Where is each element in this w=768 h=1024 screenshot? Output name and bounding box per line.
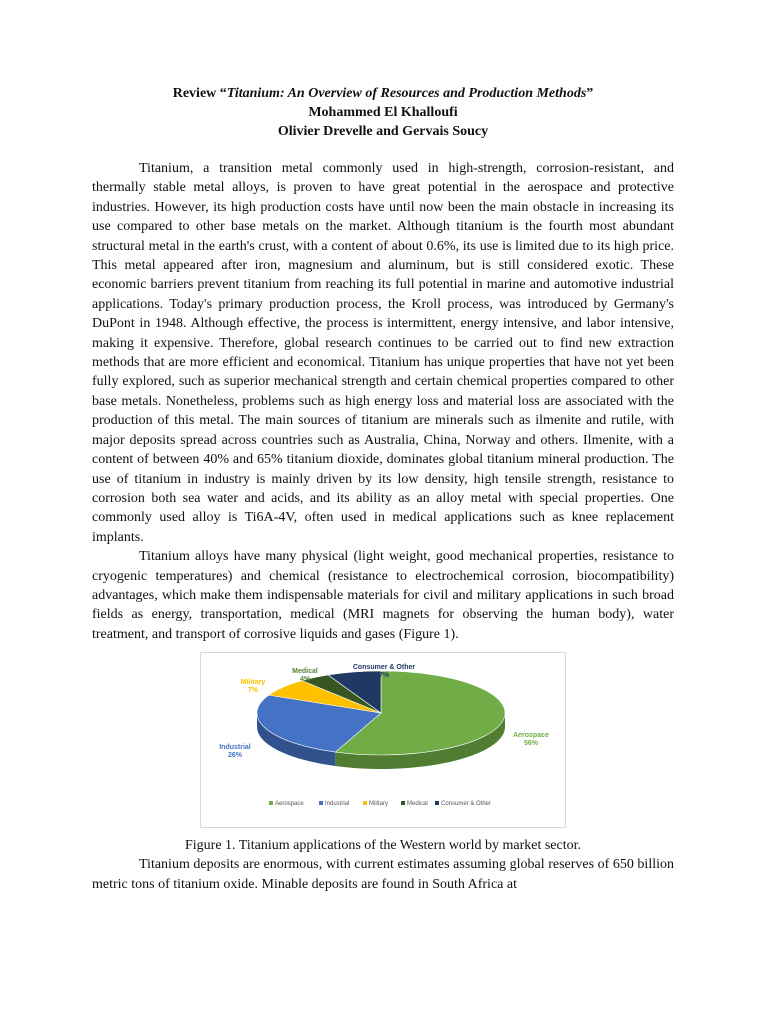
legend-swatch-medical [401,801,405,805]
body-paragraph-2: Titanium alloys have many physical (light weight, good mechanical properties, resistance to cryogenic temperatures) and chemical (resistance to electrochemical corrosion, biocompatibility) advantages, which make them indispensable materials for civil and military applications in such broad fields as energy, transportation, medical (MRI magnets for observing the human body), water treatment, and transport of corrosive liquids and gases (Figure 1). [92,549,674,642]
body-paragraph-3: Titanium deposits are enormous, with current estimates assuming global reserves of 650 billion metric tons of titanium oxide. Minable deposits are found in South Africa at [92,857,674,892]
slice-label-military: Military [240,679,266,687]
legend-swatch-military [363,801,367,805]
chart-legend [269,801,491,807]
pie-top-faces [257,671,505,755]
pie-chart-svg [201,653,565,827]
legend-label-industrial: Industrial [325,801,350,808]
slice-label-medical: Medical [292,668,318,676]
review-prefix: Review “ [172,86,227,101]
legend-label-medical: Medical [407,801,428,808]
slice-value-military: 7% [247,687,259,695]
legend-swatch-aerospace [269,801,273,805]
author-line-1: Mohammed El Khalloufi [308,105,458,120]
slice-value-aerospace: 56% [523,740,539,748]
document-page [92,84,674,894]
slice-label-consumer-other: Consumer & Other [352,664,416,672]
review-suffix: ” [586,86,594,101]
legend-swatch-industrial [319,801,323,805]
slice-label-aerospace: Aerospace [513,732,549,740]
slice-value-medical: 4% [299,676,311,684]
slice-value-industrial: 26% [227,752,243,760]
slice-label-industrial: Industrial [219,744,251,752]
legend-label-consumer-other: Consumer & Other [441,801,492,808]
figure-1-chart [200,652,566,828]
review-title: Titanium: An Overview of Resources and Production Methods [226,86,587,101]
review-title-line [92,84,674,103]
figure-caption: Figure 1. Titanium applications of the Western world by market sector. [185,838,581,854]
body-paragraph-1: Titanium, a transition metal commonly used in high-strength, corrosion-resistant, and thermally stable metal alloys, is proven to have great potential in the aerospace and protective industries. However, its high production costs have until now been the main obstacle in increasing its use compared to other base metals on the market. Although titanium is the fourth most abundant structural metal in the earth's crust, with a content of about 0.6%, its use is limited due to its high price. This metal appeared after iron, magnesium and aluminum, but is still considered exotic. These economic barriers prevent titanium from reaching its full potential in marine and automotive industrial applications. Today's primary production process, the Kroll process, was introduced by Germany's DuPont in 1948. Although effective, the process is intermittent, energy intensive, and labor intensive, making it expensive. Therefore, global research continues to be carried out to find new extraction methods that are more efficient and economical. Titanium has unique properties that have not yet been fully explored, such as superior mechanical strength and certain chemical properties compared to other base metals. Nonetheless, problems such as high energy loss and material loss are associated with the production of this metal. The main sources of titanium are minerals such as ilmenite and rutile, with major deposits spread across countries such as Australia, China, Norway and others. Ilmenite, with a content of between 40% and 65% titanium dioxide, dominates global titanium mineral production. The use of titanium in industry is mainly driven by its low density, high tensile strength, resistance to corrosion both sea water and acids, and its ability as an alloy metal with special properties. One commonly used alloy is Ti6A-4V, often used in medical applications such as knee replacement implants. [92,161,674,545]
legend-label-military: Military [369,801,388,808]
slice-value-consumer-other: 7% [378,672,390,680]
legend-swatch-consumer-other [435,801,439,805]
legend-label-aerospace: Aerospace [275,801,304,808]
author-line-2: Olivier Drevelle and Gervais Soucy [277,124,489,139]
